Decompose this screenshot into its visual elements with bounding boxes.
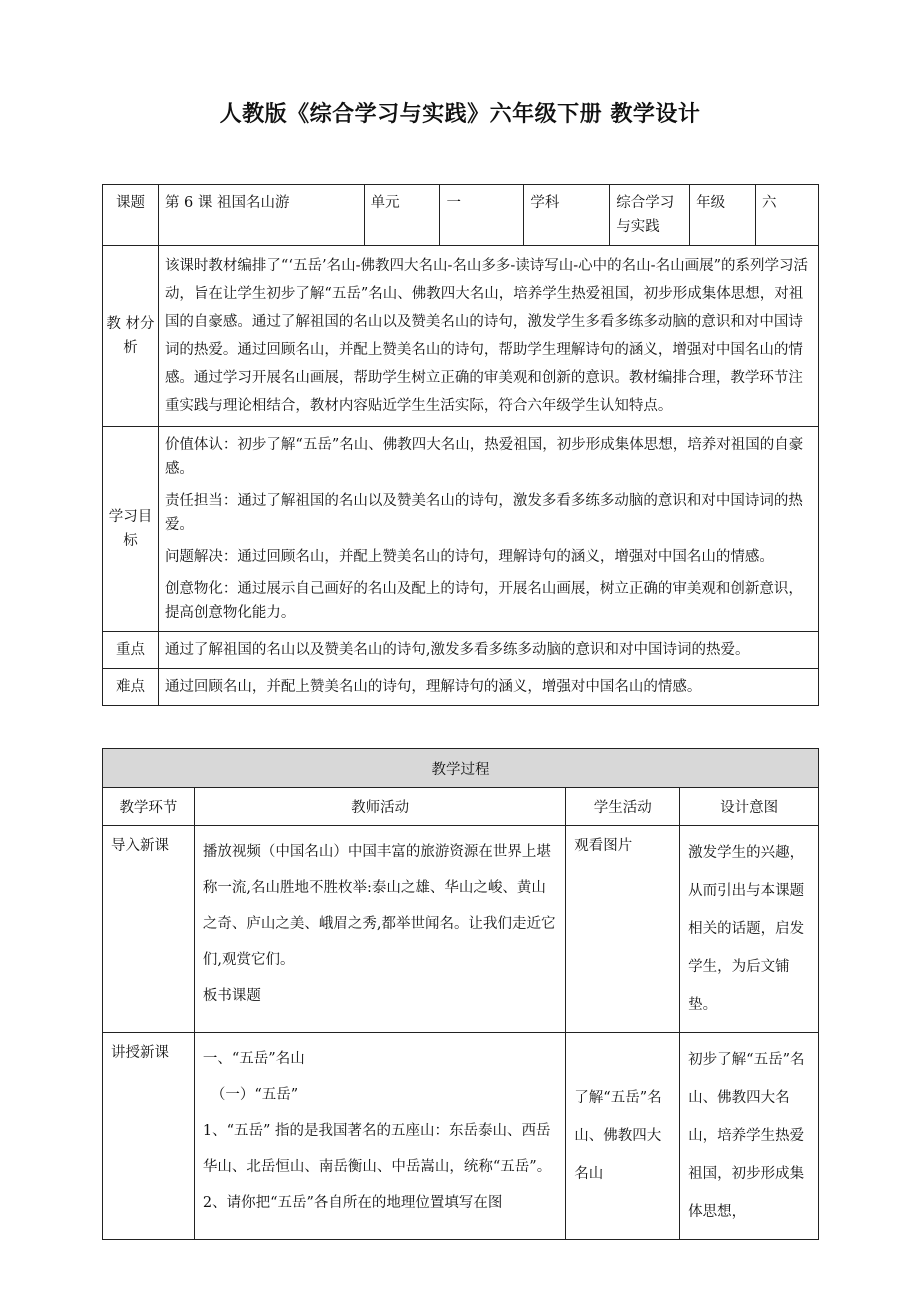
- key-point-text: 通过了解祖国的名山以及赞美名山的诗句,激发多看多练多动脑的意识和对中国诗词的热爱。: [158, 632, 818, 669]
- header-student: 学生活动: [566, 788, 680, 826]
- process-row-intro: [103, 826, 819, 1033]
- teacher-activity: [194, 1033, 565, 1240]
- unit-value: 一: [440, 185, 524, 246]
- teacher-activity: [194, 826, 565, 1033]
- design-intent: 初步了解“五岳”名山、佛教四大名山，培养学生热爱祖国，初步形成集体思想，: [680, 1033, 819, 1240]
- header-intent: 设计意图: [680, 788, 819, 826]
- teacher-line: 2、请你把“五岳”各自所在的地理位置填写在图: [202, 1195, 503, 1211]
- analysis-text: 该课时教材编排了“‘五岳’名山-佛教四大名山-名山多多-读诗写山-心中的名山-名山画展”的系列学习活动，旨在让学生初步了解“五岳”名山、佛教四大名山，培养学生热爱祖国，初步形成集体思想，对祖国的自豪感。通过了解祖国的名山以及赞美名山的诗句，激发学生多看多练多动脑的意识和对中国诗词的热爱。通过回顾名山，并配上赞美名山的诗句，帮助学生理解诗句的涵义，增强对中国名山的情感。通过学习开展名山画展，帮助学生树立正确的审美观和创新的意识。教材编排合理，教学环节注重实践与理论相结合，教材内容贴近学生生活实际，符合六年级学生认知特点。: [158, 246, 818, 427]
- teacher-line: （一）“五岳”: [210, 1087, 299, 1103]
- analysis-row: [103, 246, 819, 427]
- objective-item: 问题解决：通过回顾名山，并配上赞美名山的诗句，理解诗句的涵义，增强对中国名山的情感。: [164, 549, 774, 565]
- student-activity: 了解“五岳”名山、佛教四大名山: [566, 1033, 680, 1240]
- info-row: [103, 185, 819, 246]
- stage-cell: 导入新课: [103, 826, 195, 1033]
- process-table: [102, 748, 819, 1240]
- key-point-label: 重点: [103, 632, 159, 669]
- teacher-line: 播放视频（中国名山）中国丰富的旅游资源在世界上堪称一流,名山胜地不胜枚举:泰山之雄、华山之峻、黄山之奇、庐山之美、峨眉之秀,都举世闻名。让我们走近它们,观赏它们。: [202, 844, 556, 968]
- design-intent: 激发学生的兴趣，从而引出与本课题相关的话题，启发学生，为后文铺垫。: [680, 826, 819, 1033]
- subject-value: 综合学习与实践: [610, 185, 690, 246]
- difficult-point-text: 通过回顾名山，并配上赞美名山的诗句，理解诗句的涵义，增强对中国名山的情感。: [158, 669, 818, 706]
- teacher-line: 板书课题: [202, 988, 261, 1004]
- process-band-row: [103, 749, 819, 788]
- analysis-label: 教 材分析: [103, 246, 159, 427]
- grade-value: 六: [756, 185, 819, 246]
- objectives-list: [158, 427, 818, 632]
- header-stage: 教学环节: [103, 788, 195, 826]
- difficult-point-label: 难点: [103, 669, 159, 706]
- unit-label: 单元: [364, 185, 440, 246]
- stage-cell: 讲授新课: [103, 1033, 195, 1240]
- objective-item: 创意物化：通过展示自己画好的名山及配上的诗句，开展名山画展，树立正确的审美观和创新意识，提高创意物化能力。: [164, 581, 803, 621]
- objective-item: 责任担当：通过了解祖国的名山以及赞美名山的诗句，激发多看多练多动脑的意识和对中国诗词的热爱。: [164, 493, 803, 533]
- process-header-row: [103, 788, 819, 826]
- objectives-row: [103, 427, 819, 632]
- subject-label: 学科: [524, 185, 610, 246]
- grade-label: 年级: [690, 185, 756, 246]
- key-point-row: [103, 632, 819, 669]
- process-row-teach: [103, 1033, 819, 1240]
- teacher-line: 一、“五岳”名山: [202, 1051, 305, 1067]
- header-teacher: 教师活动: [194, 788, 565, 826]
- difficult-point-row: [103, 669, 819, 706]
- process-band: 教学过程: [103, 749, 819, 788]
- lesson-info-table: [102, 184, 819, 706]
- teacher-line: 1、“五岳” 指的是我国著名的五座山：东岳泰山、西岳华山、北岳恒山、南岳衡山、中岳嵩山，统称“五岳”。: [202, 1123, 552, 1175]
- objective-item: 价值体认：初步了解“五岳”名山、佛教四大名山，热爱祖国，初步形成集体思想，培养对祖国的自豪感。: [164, 437, 804, 477]
- student-activity: 观看图片: [566, 826, 680, 1033]
- objectives-label: 学习目标: [103, 427, 159, 632]
- lesson-value: 第 6 课 祖国名山游: [158, 185, 364, 246]
- page-title: 人教版《综合学习与实践》六年级下册 教学设计: [219, 101, 701, 127]
- lesson-label: 课题: [103, 185, 159, 246]
